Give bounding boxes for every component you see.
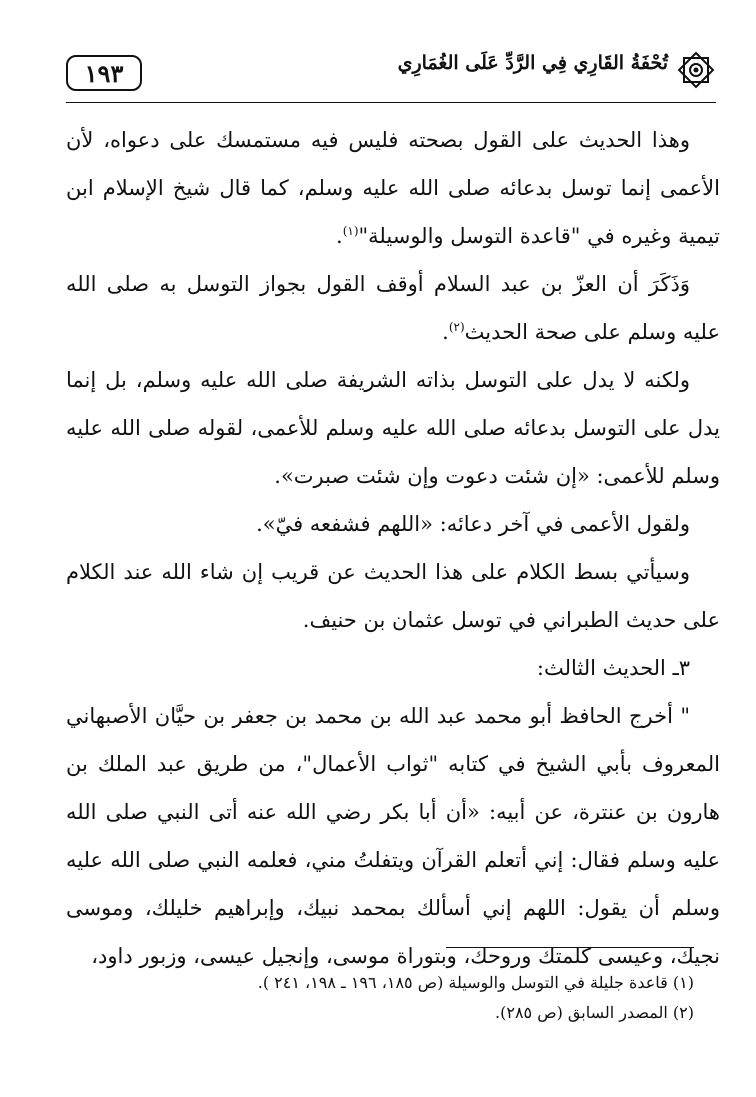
page-number: ١٩٣ (66, 55, 142, 91)
footnote-ref-2[interactable]: (٢) (448, 320, 465, 334)
header-divider (66, 102, 716, 103)
octagram-flower-icon (676, 50, 716, 90)
main-text (66, 116, 720, 980)
paragraph-1: وهذا الحديث على القول بصحته فليس فيه مستمسك على دعواه، لأن الأعمى إنما توسل بدعائه صلى الله عليه وسلم، كما قال شيخ الإسلام ابن تيمية وغيره في "قاعدة التوسل والوسيلة"$^{(١)}$. (66, 128, 720, 248)
paragraph-4: ولقول الأعمى في آخر دعائه: «اللهم فشفعه فيّ». (256, 512, 690, 536)
paragraph-2: وَذَكَرَ أن العزّ بن عبد السلام أوقف القول بجواز التوسل به صلى الله عليه وسلم على صحة الحديث$^{(٢)}$. (66, 272, 720, 344)
paragraph-3: ولكنه لا يدل على التوسل بذاته الشريفة صلى الله عليه وسلم، بل إنما يدل على التوسل بدعائه صلى الله عليه وسلم للأعمى، لقوله صلى الله عليه وسلم للأعمى: «إن شئت دعوت وإن شئت صبرت». (66, 368, 720, 488)
section-heading: ٣ـ الحديث الثالث: (536, 656, 690, 680)
footnotes (34, 968, 694, 1028)
running-title: تُحْفَةُ القَارِي فِي الرَّدِّ عَلَى الغُمَارِي (397, 52, 668, 74)
footnote-1: (١) قاعدة جليلة في التوسل والوسيلة (ص ١٨٥، ١٩٦ ـ ١٩٨، ٢٤١ ). (257, 973, 694, 992)
footnote-ref-1[interactable]: (١) (342, 224, 359, 238)
paragraph-7: " أخرج الحافظ أبو محمد عبد الله بن محمد بن جعفر بن حيَّان الأصبهاني المعروف بأبي الشيخ في كتابه "ثواب الأعمال"، من طريق عبد الملك بن هارون بن عنترة، عن أبيه: «أن أبا بكر رضي الله عنه أتى النبي صلى الله عليه وسلم فقال: إني أتعلم القرآن ويتفلتُ مني، فعلمه النبي صلى الله عليه وسلم أن يقول: اللهم إني أسألك بمحمد نبيك، وإبراهيم خليلك، وموسى نجيك، وعيسى كلمتك وروحك، وبتوراة موسى، وإنجيل عيسى، وزبور داود، (66, 704, 720, 968)
footnote-2: (٢) المصدر السابق (ص ٢٨٥). (495, 1003, 694, 1022)
footnote-divider (446, 947, 694, 948)
paragraph-5: وسيأتي بسط الكلام على هذا الحديث عن قريب إن شاء الله عند الكلام على حديث الطبراني في توسل عثمان بن حنيف. (66, 560, 720, 632)
